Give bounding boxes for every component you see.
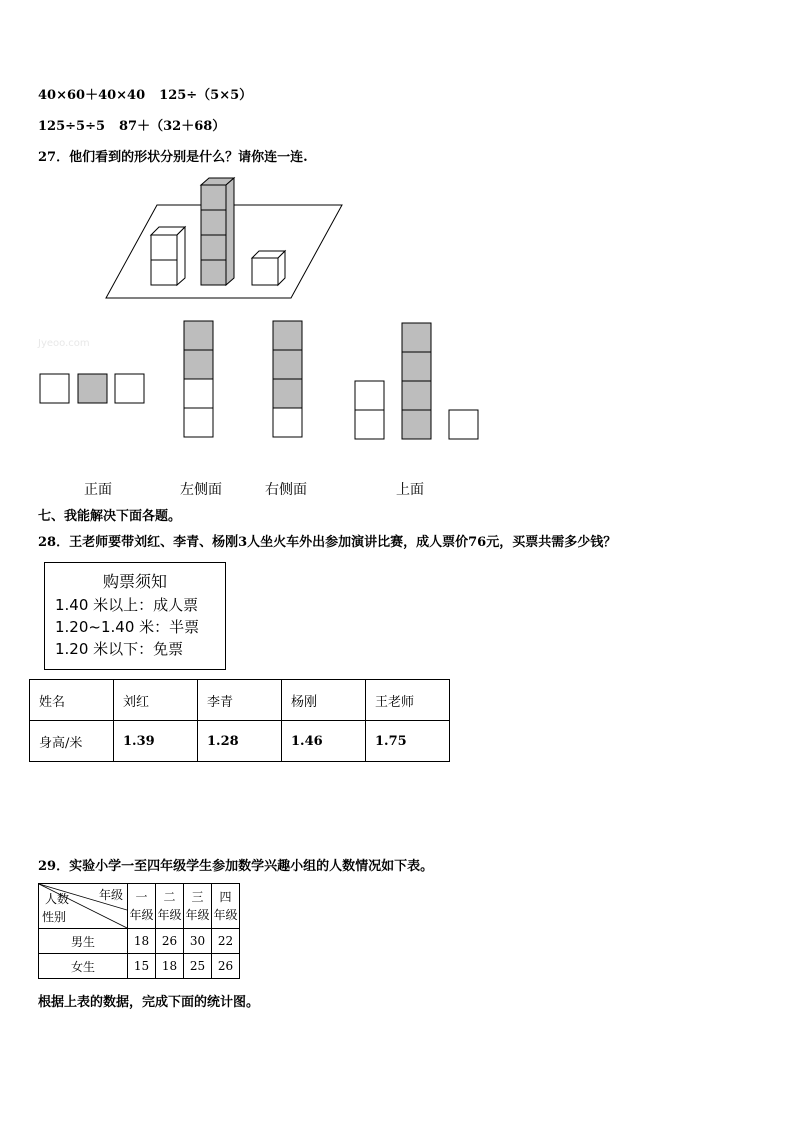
view-option-column-1 (184, 321, 213, 437)
question-28-text: 28．王老师要带刘红、李青、杨刚3人坐火车外出参加演讲比赛，成人票价76元，买票共需多少钱？ (38, 535, 617, 550)
table-cell: 刘红 (114, 680, 198, 721)
table-cell: 25 (184, 954, 212, 979)
table-cell: 1.75 (366, 721, 450, 762)
table-cell: 1.28 (198, 721, 282, 762)
table-cell: 26 (212, 954, 240, 979)
table-row (30, 721, 450, 762)
notice-title: 购票须知 (102, 572, 167, 591)
expression: 40×60＋40×40 (38, 88, 146, 103)
notice-rule: 1.20~1.40 米：半票 (55, 618, 200, 636)
table-cell: 15 (128, 954, 156, 979)
notice-rule: 1.40 米以上：成人票 (55, 596, 199, 614)
group-count-table (38, 883, 240, 979)
corner-label-gender: 性别 (42, 910, 67, 924)
table-cell: 26 (156, 929, 184, 954)
table-row (39, 954, 240, 979)
section-title: 七、我能解决下面各题。 (38, 509, 182, 524)
view-options-figure (0, 315, 500, 445)
question-27-text: 27．他们看到的形状分别是什么？请你连一连. (38, 150, 308, 165)
expression-row-2 (38, 115, 225, 134)
ticket-notice-box (44, 562, 226, 670)
view-option-top (355, 323, 478, 439)
left-cube-stack (151, 227, 185, 285)
expression: 125÷（5×5） (159, 88, 253, 103)
grade-header: 四 年级 (212, 884, 240, 929)
table-header-cell: 身高/米 (30, 721, 114, 762)
table-cell: 1.46 (282, 721, 366, 762)
row-label-boys: 男生 (39, 929, 128, 954)
question-29-text: 29．实验小学一至四年级学生参加数学兴趣小组的人数情况如下表。 (38, 859, 434, 874)
view-option-column-2 (273, 321, 302, 437)
expression: 125÷5÷5 (38, 119, 106, 134)
table-cell: 18 (128, 929, 156, 954)
tall-cube-stack (201, 178, 234, 285)
grade-header: 二 年级 (156, 884, 184, 929)
corner-label-count: 人数 (45, 892, 70, 906)
grade-header: 一 年级 (128, 884, 156, 929)
cube-arrangement-figure (0, 170, 400, 310)
grade-header: 三 年级 (184, 884, 212, 929)
view-label-left: 左侧面 (180, 482, 222, 498)
view-option-row (40, 374, 144, 403)
table-row (39, 884, 240, 929)
expression-row-1 (38, 84, 252, 103)
view-label-front: 正面 (84, 482, 112, 498)
expression: 87＋（32＋68） (119, 119, 226, 134)
table-row (30, 680, 450, 721)
table-row (39, 929, 240, 954)
row-label-girls: 女生 (39, 954, 128, 979)
view-label-right: 右侧面 (265, 482, 307, 498)
table-cell: 30 (184, 929, 212, 954)
table-cell: 杨刚 (282, 680, 366, 721)
table-cell: 22 (212, 929, 240, 954)
table-cell: 18 (156, 954, 184, 979)
table-corner-cell (39, 884, 128, 929)
view-label-top: 上面 (396, 482, 424, 498)
watermark: Jyeoo.com (38, 338, 90, 349)
table-cell: 李青 (198, 680, 282, 721)
notice-rule: 1.20 米以下：免票 (55, 640, 184, 658)
follow-up-instruction: 根据上表的数据，完成下面的统计图。 (38, 995, 260, 1010)
table-cell: 王老师 (366, 680, 450, 721)
table-cell: 1.39 (114, 721, 198, 762)
height-table (29, 679, 450, 762)
table-header-cell: 姓名 (30, 680, 114, 721)
corner-label-grade: 年级 (98, 888, 123, 902)
single-cube (252, 251, 285, 285)
